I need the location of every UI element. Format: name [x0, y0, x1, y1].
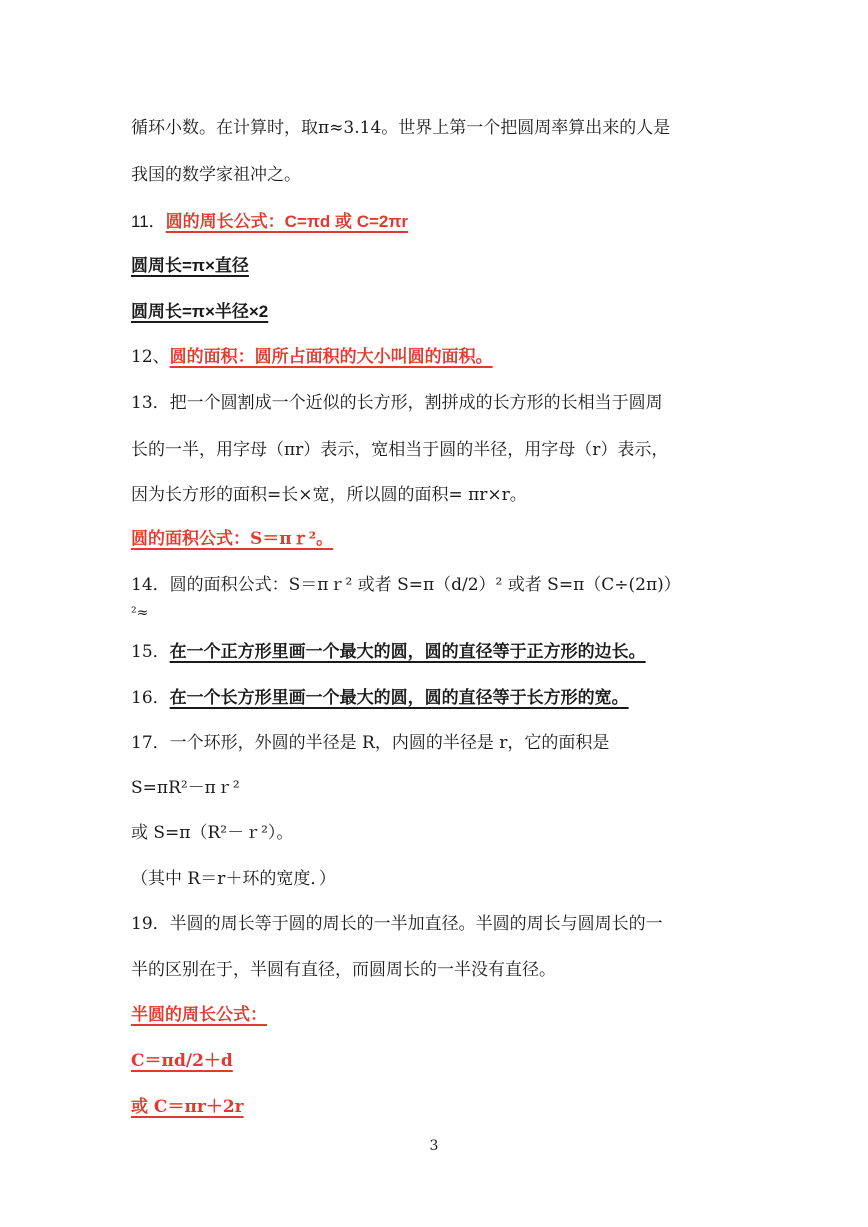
paragraph-line: 19．半圆的周长等于圆的周长的一半加直径。半圆的周长与圆周长的一 — [131, 914, 663, 934]
paragraph-line: 循环小数。在计算时，取π≈3.14。世界上第一个把圆周率算出来的人是 — [131, 118, 671, 138]
item-11 — [131, 211, 408, 233]
paragraph-line: 半的区别在于，半圆有直径，而圆周长的一半没有直径。 — [131, 960, 556, 980]
paragraph-line: 或 S=π（R²－ｒ²）。 — [131, 823, 294, 843]
paragraph-line: 14．圆的面积公式：S＝πｒ² 或者 S=π（d/2）² 或者 S=π（C÷(2π)） — [131, 575, 681, 595]
area-definition: 圆的面积：圆所占面积的大小叫圆的面积。 — [169, 347, 493, 367]
area-formula-heading: 圆的面积公式：S＝πｒ²。 — [131, 529, 334, 549]
circumference-diameter: 圆周长=π×直径 — [131, 256, 249, 275]
page-number: 3 — [429, 1138, 439, 1154]
semicircle-formula-1: C＝πd/2＋d — [131, 1051, 233, 1071]
item-12 — [131, 346, 493, 368]
paragraph-line: 13．把一个圆割成一个近似的长方形，割拼成的长方形的长相当于圆周 — [131, 393, 663, 413]
item-number: 12、 — [131, 347, 170, 367]
paragraph-line: （其中 R＝r＋环的宽度．） — [131, 869, 336, 889]
paragraph-line: S=πR²－πｒ² — [131, 778, 240, 798]
paragraph-line: 17．一个环形，外圆的半径是 R，内圆的半径是 r，它的面积是 — [131, 733, 610, 753]
paragraph-line: 因为长方形的面积=长×宽，所以圆的面积= πr×r。 — [131, 485, 527, 505]
paragraph-line: 我国的数学家祖冲之。 — [131, 165, 301, 185]
paragraph-line: 长的一半，用字母（πr）表示，宽相当于圆的半径，用字母（r）表示， — [131, 440, 669, 460]
item-15: 15．在一个正方形里画一个最大的圆，圆的直径等于正方形的边长。 — [131, 642, 646, 662]
circumference-radius: 圆周长=π×半径×2 — [131, 302, 269, 321]
paragraph-line: ²≈ — [131, 605, 149, 621]
circumference-formula: 圆的周长公式：C=πd 或 C=2πr — [165, 212, 408, 231]
semicircle-formula-heading: 半圆的周长公式： — [131, 1005, 267, 1025]
item-16: 16．在一个长方形里画一个最大的圆，圆的直径等于长方形的宽。 — [131, 688, 629, 708]
semicircle-formula-2: 或 C＝πr＋2r — [131, 1097, 244, 1117]
item-number: 11． — [131, 212, 166, 231]
